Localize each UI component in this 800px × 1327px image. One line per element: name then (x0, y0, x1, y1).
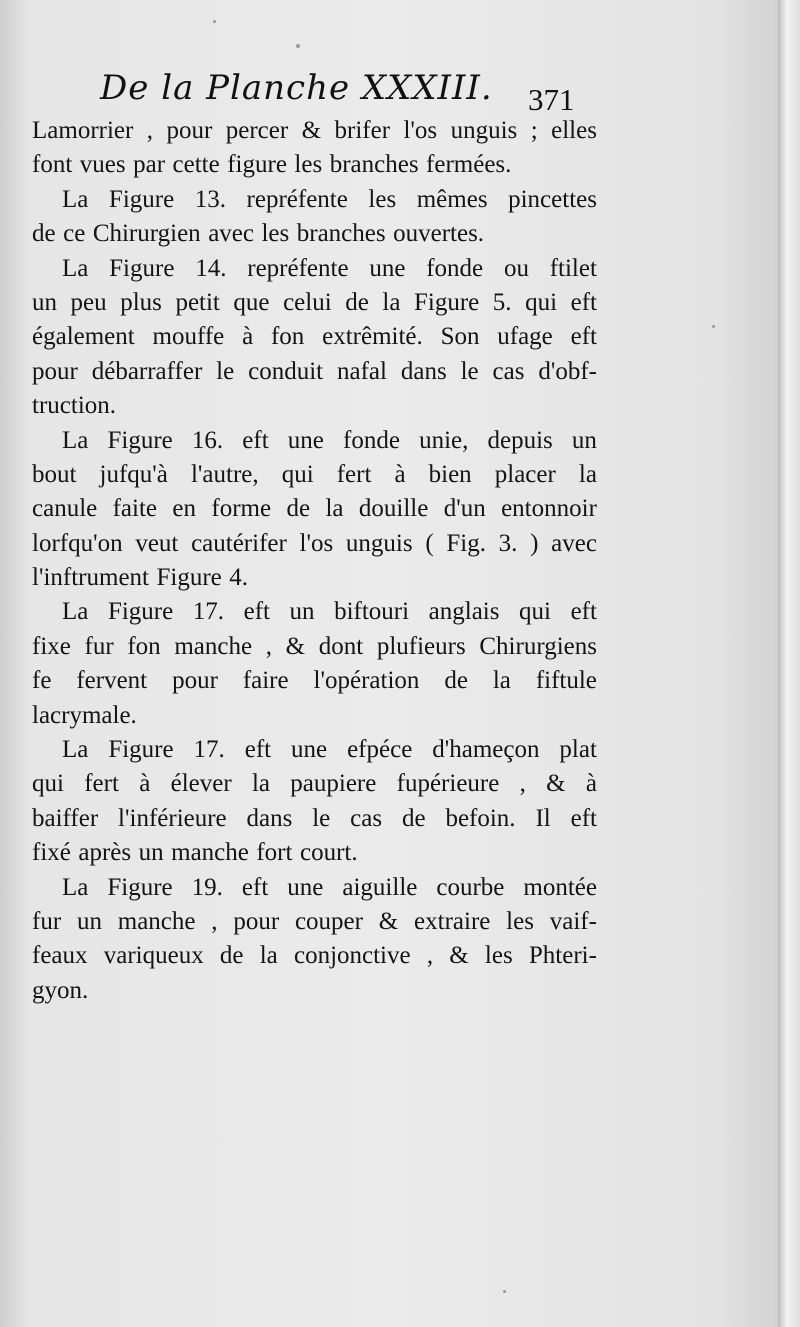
text-word: Figure (107, 873, 173, 901)
text-word: fonde (426, 254, 484, 282)
text-word: paupiere (290, 770, 377, 798)
text-word: à (242, 323, 254, 351)
text-word: de (219, 942, 244, 970)
text-word: & (546, 770, 566, 798)
text-word: peu (70, 288, 107, 316)
text-word: faire (242, 667, 289, 695)
text-word: la (259, 942, 278, 970)
text-word: 3. (498, 529, 518, 557)
text-line (32, 767, 597, 801)
text-word: à (139, 770, 151, 798)
text-word: unguis (345, 529, 413, 557)
text-word: la (382, 288, 401, 316)
text-word: repréfente (246, 185, 348, 213)
text-word: eft (570, 804, 597, 832)
text-word: fixe (32, 632, 71, 660)
text-word: montée (523, 873, 597, 901)
text-word: de (401, 804, 426, 832)
text-word: eft (241, 873, 269, 901)
text-word: un (571, 426, 597, 454)
text-word: manche (174, 632, 253, 660)
text-word: 17. (193, 736, 225, 764)
text-word: à (585, 770, 597, 798)
text-line (32, 355, 597, 389)
text-line (32, 217, 597, 251)
text-line (32, 939, 597, 973)
text-word: élever (170, 770, 232, 798)
text-word: pour (166, 117, 213, 144)
text-word: l'inférieure (118, 804, 227, 832)
text-word: efpéce (347, 736, 413, 764)
text-word: biftouri (334, 598, 410, 626)
text-word: 13. (194, 185, 226, 213)
text-word: & (378, 907, 399, 935)
text-word: Chirurgien (92, 220, 201, 248)
text-word: Il (535, 804, 551, 832)
text-line (32, 148, 597, 182)
text-word: les (261, 220, 290, 248)
text-word: de (345, 288, 369, 316)
text-word: La (62, 598, 89, 626)
text-word: une (369, 254, 406, 282)
text-line (32, 630, 597, 664)
ink-speck (712, 325, 715, 328)
text-word: pincettes (508, 185, 597, 213)
page-number: 371 (528, 82, 575, 117)
text-word: conduit (248, 357, 324, 385)
text-word: fon (127, 632, 161, 660)
text-word: le (460, 357, 479, 385)
text-word: faite (112, 495, 158, 523)
text-word: 16. (191, 426, 224, 454)
text-word: avec (208, 220, 254, 248)
ink-speck (503, 1290, 506, 1293)
text-word: vaif- (549, 907, 597, 935)
text-word: fupérieure (396, 770, 500, 798)
text-word: plat (559, 736, 597, 764)
text-word: une (287, 873, 324, 901)
text-word: 17. (192, 598, 225, 626)
text-word: cautérifer (191, 529, 287, 557)
text-word: & (301, 117, 322, 144)
ink-speck (213, 20, 216, 23)
text-word: cas (492, 357, 525, 385)
text-word: Son (440, 323, 480, 351)
text-line (32, 733, 597, 767)
text-word: percer (225, 117, 289, 144)
text-word: befoin. (445, 804, 516, 832)
text-word: bien (428, 460, 472, 488)
text-word: manche (171, 839, 249, 867)
text-word: plufieurs (376, 632, 466, 660)
text-word: les (506, 907, 534, 935)
text-word: , (146, 117, 154, 144)
text-word: de (444, 667, 468, 695)
text-word: Figure (156, 564, 222, 592)
text-word: , (426, 942, 434, 970)
text-word: pour (233, 907, 280, 935)
text-word: de (32, 220, 56, 248)
text-word: & (449, 942, 469, 970)
text-word: , (211, 907, 218, 935)
text-word: fe (32, 667, 52, 695)
text-word: couper (294, 907, 363, 935)
text-word: Lamorrier (32, 117, 134, 144)
text-word: mêmes (416, 185, 488, 213)
text-word: le (312, 804, 331, 832)
text-word: par (133, 151, 166, 179)
text-word: repréfente (247, 254, 349, 282)
text-word: l'opération (313, 667, 420, 695)
text-word: la (578, 460, 597, 488)
text-word: qui (281, 460, 314, 488)
text-word: fur (84, 632, 114, 660)
text-word: court. (299, 839, 358, 867)
text-word: une (287, 426, 324, 454)
text-word: les (368, 185, 397, 213)
text-word: brifer (334, 117, 391, 144)
text-line (32, 561, 597, 595)
text-word: elles (551, 117, 597, 144)
text-word: un (138, 839, 164, 867)
text-word: débarraffer (91, 357, 203, 385)
text-line (32, 389, 597, 423)
text-word: qui (32, 770, 64, 798)
text-word: eft (243, 598, 270, 626)
text-line (32, 905, 597, 939)
text-word: ) (530, 529, 539, 557)
text-line (32, 699, 597, 733)
text-word: ; (530, 117, 538, 144)
text-word: pour (172, 667, 218, 695)
text-line (32, 527, 597, 561)
text-word: eft (570, 598, 597, 626)
text-word: 14. (195, 254, 227, 282)
text-word: vues (79, 151, 126, 179)
text-word: extraire (414, 907, 491, 935)
text-word: un (289, 598, 315, 626)
text-word: pour (32, 357, 78, 385)
text-word: figure (227, 151, 287, 179)
text-line (32, 286, 597, 320)
text-word: fixé (32, 839, 71, 867)
text-word: 5. (492, 288, 512, 316)
text-word: unie, (419, 426, 469, 454)
text-word: le (216, 357, 235, 385)
text-word: baiffer (32, 804, 99, 832)
text-word: l'inftrument (32, 564, 149, 592)
text-word: lacrymale. (32, 701, 137, 729)
text-word: ouvertes. (393, 220, 485, 248)
text-word: La (62, 873, 89, 901)
text-word: l'autre, (190, 460, 259, 488)
text-word: unguis (450, 117, 518, 144)
text-line (32, 424, 597, 458)
text-word: eft (244, 736, 272, 764)
text-word: nafal (337, 357, 387, 385)
text-word: les (294, 151, 323, 179)
text-word: Chirurgiens (479, 632, 597, 660)
text-word: de (286, 495, 311, 523)
text-line (32, 664, 597, 698)
text-word: extrêmité. (322, 323, 423, 351)
text-word: conjonctive (293, 942, 411, 970)
text-word: font (32, 151, 73, 179)
text-word: gyon. (32, 976, 89, 1004)
text-word: mouffe (152, 323, 225, 351)
text-word: branches (329, 151, 419, 179)
text-word: à (394, 460, 406, 488)
text-word: canule (32, 495, 98, 523)
text-word: fiftule (535, 667, 597, 695)
text-word: variqueux (103, 942, 204, 970)
text-word: Figure (108, 185, 175, 213)
text-word: dans (246, 804, 293, 832)
text-word: Fig. (446, 529, 486, 557)
text-word: , (519, 770, 526, 798)
text-word: celui (283, 288, 332, 316)
text-word: également (32, 323, 135, 351)
text-word: dans (400, 357, 447, 385)
text-word: La (62, 736, 89, 764)
text-word: veut (135, 529, 179, 557)
text-word: placer (494, 460, 556, 488)
text-word: La (62, 426, 89, 454)
text-word: depuis (487, 426, 553, 454)
text-word: plus (120, 288, 162, 316)
text-word: petit (175, 288, 220, 316)
text-line (32, 974, 597, 1008)
text-word: d'obf- (538, 357, 597, 385)
text-word: 4. (229, 564, 249, 592)
text-word: fur (32, 907, 62, 935)
text-line (32, 871, 597, 905)
text-word: les (484, 942, 513, 970)
text-word: eft (570, 323, 597, 351)
text-word: & (285, 632, 306, 660)
text-word: l'os (299, 529, 334, 557)
text-word: branches (296, 220, 386, 248)
text-word: d'un (443, 495, 486, 523)
text-word: cette (172, 151, 220, 179)
text-word: un (32, 288, 57, 316)
text-word: entonnoir (501, 495, 597, 523)
text-word: que (233, 288, 270, 316)
text-word: la (251, 770, 270, 798)
text-word: dont (318, 632, 364, 660)
text-word: eft (242, 426, 269, 454)
text-word: ( (425, 529, 434, 557)
text-line (32, 320, 597, 354)
text-word: 19. (191, 873, 223, 901)
text-word: aiguille (342, 873, 418, 901)
text-word: fon (270, 323, 305, 351)
text-word: avec (551, 529, 597, 557)
text-line (32, 458, 597, 492)
text-line (32, 252, 597, 286)
text-word: Figure (107, 426, 173, 454)
text-line (32, 802, 597, 836)
text-word: bout (32, 460, 77, 488)
text-word: fermées. (426, 151, 512, 179)
text-word: Figure (109, 254, 175, 282)
body-text (32, 114, 597, 1008)
text-word: eft (570, 288, 597, 316)
text-word: lorfqu'on (32, 529, 123, 557)
text-word: la (325, 495, 344, 523)
text-word: en (172, 495, 197, 523)
text-word: manche (117, 907, 196, 935)
text-word: , (265, 632, 272, 660)
text-line (32, 836, 597, 870)
text-word: fert (84, 770, 119, 798)
page-edge (778, 0, 800, 1327)
text-word: cas (350, 804, 383, 832)
text-word: fert (336, 460, 372, 488)
text-word: douille (358, 495, 429, 523)
text-word: courbe (436, 873, 505, 901)
text-word: fort (256, 839, 293, 867)
text-word: jufqu'à (99, 460, 168, 488)
text-word: ufage (497, 323, 553, 351)
text-word: fonde (343, 426, 400, 454)
text-word: qui (525, 288, 558, 316)
text-word: fervent (76, 667, 148, 695)
text-word: La (62, 185, 89, 213)
text-word: une (291, 736, 328, 764)
text-word: feaux (32, 942, 88, 970)
text-word: Figure (108, 736, 174, 764)
text-word: qui (519, 598, 551, 626)
text-word: la (492, 667, 511, 695)
text-word: ce (63, 220, 86, 248)
text-line (32, 183, 597, 217)
ink-speck (296, 44, 300, 48)
text-word: d'hameçon (432, 736, 540, 764)
text-word: ftilet (549, 254, 597, 282)
text-word: Figure (107, 598, 174, 626)
text-word: La (62, 254, 89, 282)
text-word: ou (503, 254, 529, 282)
text-word: anglais (428, 598, 500, 626)
text-word: Phteri- (528, 942, 597, 970)
text-word: un (76, 907, 102, 935)
text-word: Figure (413, 288, 480, 316)
text-word: l'os (403, 117, 438, 144)
text-line (32, 114, 597, 148)
text-line (32, 492, 597, 526)
text-word: après (78, 839, 132, 867)
text-line (32, 595, 597, 629)
text-word: truction. (32, 392, 117, 420)
running-head-title: De la Planche XXXIII. (100, 68, 493, 108)
text-word: forme (211, 495, 272, 523)
